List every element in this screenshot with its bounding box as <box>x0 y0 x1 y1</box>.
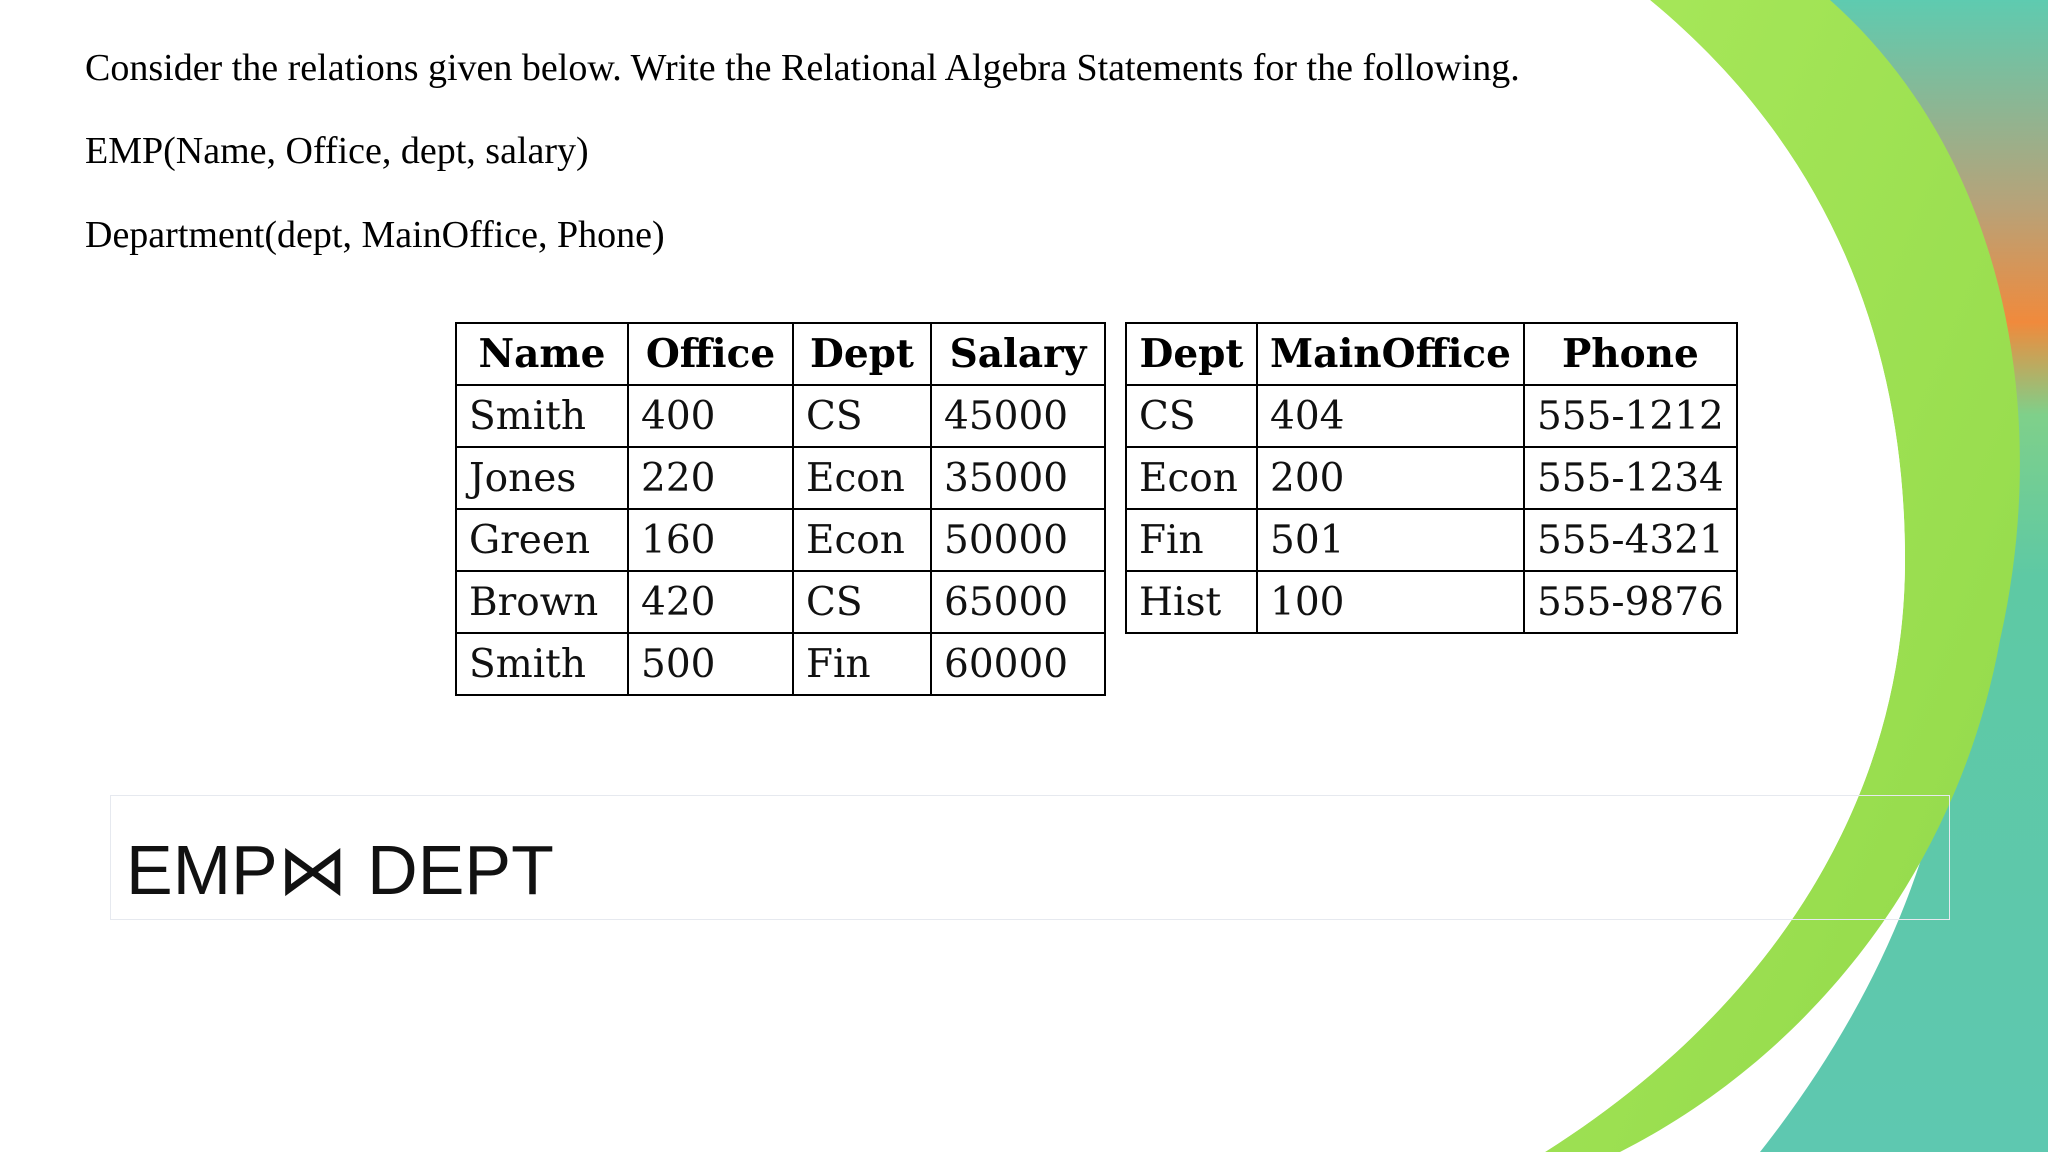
table-cell: 50000 <box>931 509 1105 571</box>
table-cell: 35000 <box>931 447 1105 509</box>
column-header-dept: Dept <box>1126 323 1257 385</box>
column-header-mainoffice: MainOffice <box>1257 323 1524 385</box>
table-cell: Fin <box>1126 509 1257 571</box>
column-header-salary: Salary <box>931 323 1105 385</box>
table-row <box>1126 509 1737 571</box>
table-cell: 555-9876 <box>1524 571 1737 633</box>
table-cell: Smith <box>456 385 628 447</box>
table-cell: 100 <box>1257 571 1524 633</box>
table-cell: 555-1234 <box>1524 447 1737 509</box>
column-header-office: Office <box>628 323 793 385</box>
table-row <box>456 447 1105 509</box>
table-cell: 60000 <box>931 633 1105 695</box>
table-cell: Econ <box>793 509 931 571</box>
table-cell: 555-1212 <box>1524 385 1737 447</box>
department-relation-table <box>1125 322 1738 634</box>
table-cell: Jones <box>456 447 628 509</box>
table-cell: 160 <box>628 509 793 571</box>
table-row <box>456 633 1105 695</box>
table-cell: CS <box>793 571 931 633</box>
table-cell: Hist <box>1126 571 1257 633</box>
table-header-row <box>1126 323 1737 385</box>
column-header-name: Name <box>456 323 628 385</box>
table-cell: Econ <box>1126 447 1257 509</box>
table-cell: 220 <box>628 447 793 509</box>
table-header-row <box>456 323 1105 385</box>
emp-schema-text: EMP(Name, Office, dept, salary) <box>85 130 589 172</box>
table-cell: 555-4321 <box>1524 509 1737 571</box>
table-row <box>1126 571 1737 633</box>
emp-relation-table <box>455 322 1106 696</box>
table-cell: 400 <box>628 385 793 447</box>
table-row <box>1126 447 1737 509</box>
table-cell: Brown <box>456 571 628 633</box>
table-cell: CS <box>1126 385 1257 447</box>
table-cell: 404 <box>1257 385 1524 447</box>
table-row <box>456 385 1105 447</box>
instruction-text: Consider the relations given below. Write the Relational Algebra Statements for the following. <box>85 47 1520 89</box>
table-cell: 501 <box>1257 509 1524 571</box>
table-row <box>1126 385 1737 447</box>
table-row <box>456 571 1105 633</box>
table-cell: Fin <box>793 633 931 695</box>
table-row <box>456 509 1105 571</box>
table-cell: 200 <box>1257 447 1524 509</box>
answer-expression[interactable]: EMP⋈ DEPT <box>126 831 554 909</box>
table-cell: Econ <box>793 447 931 509</box>
table-cell: 65000 <box>931 571 1105 633</box>
table-cell: Green <box>456 509 628 571</box>
table-cell: 45000 <box>931 385 1105 447</box>
table-cell: Smith <box>456 633 628 695</box>
table-cell: 420 <box>628 571 793 633</box>
column-header-dept: Dept <box>793 323 931 385</box>
table-cell: CS <box>793 385 931 447</box>
column-header-phone: Phone <box>1524 323 1737 385</box>
table-cell: 500 <box>628 633 793 695</box>
department-schema-text: Department(dept, MainOffice, Phone) <box>85 214 665 256</box>
